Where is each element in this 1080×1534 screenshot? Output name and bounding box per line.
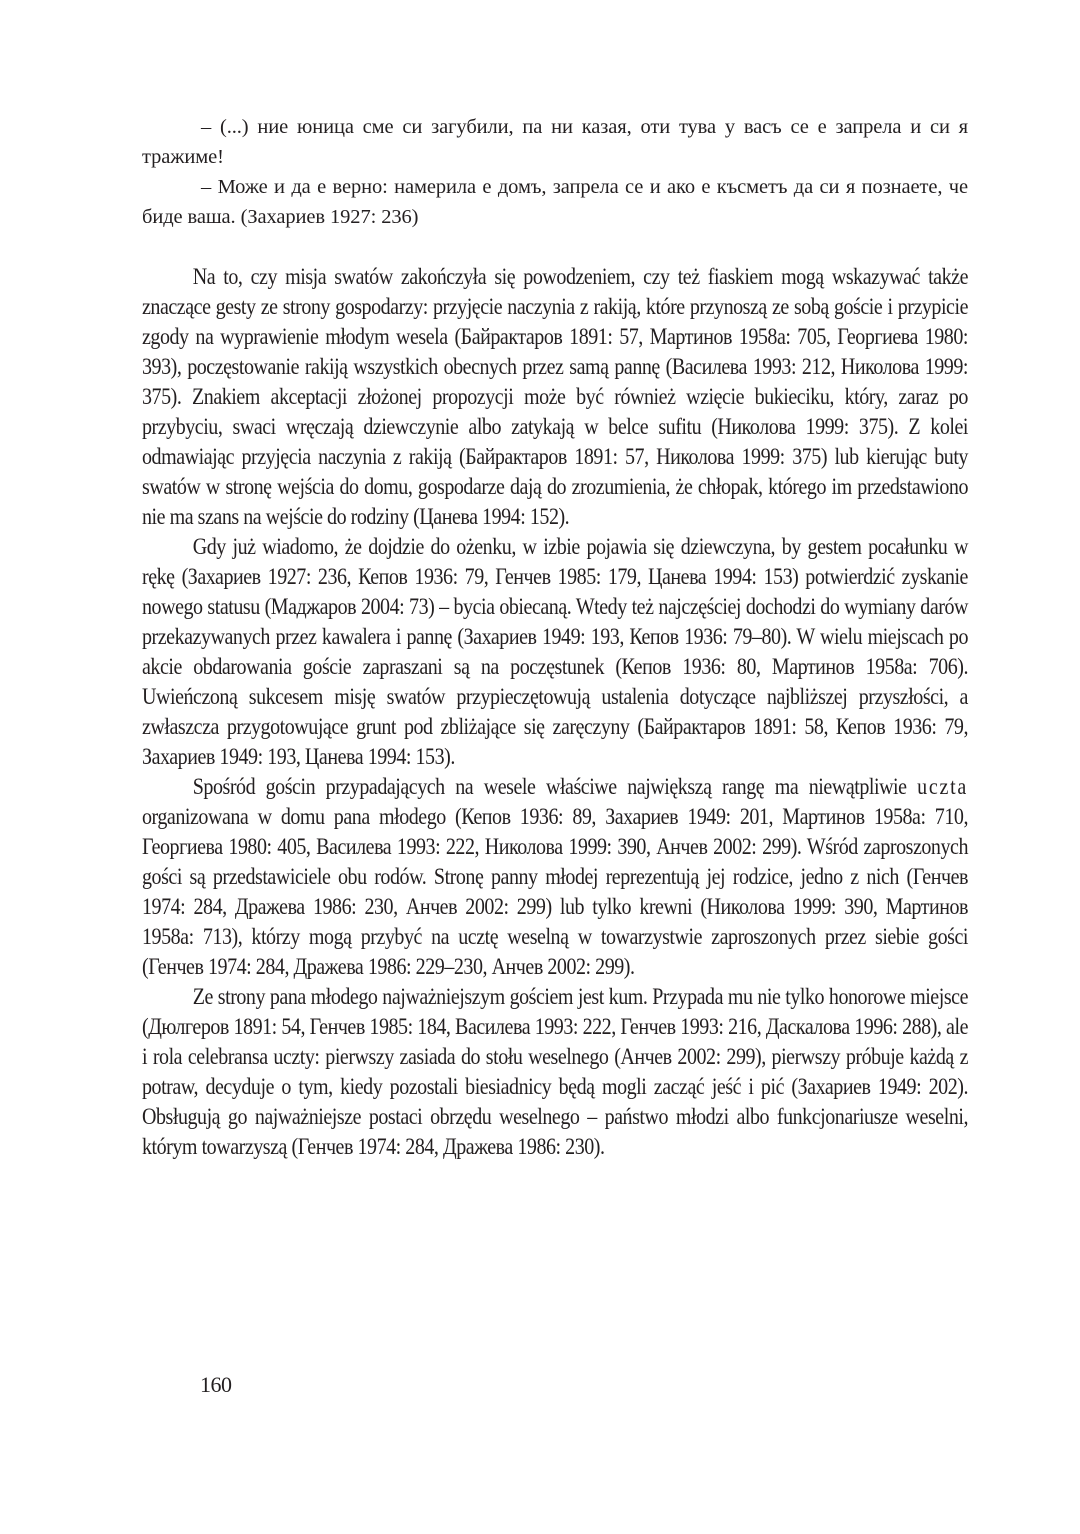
quote-line: – Може и да е верно: намерила е домъ, запрела се и ако е късметъ да си я познаете, че биде ваша. (Захариев 1927: 236): [142, 176, 968, 228]
page-body: [142, 112, 968, 1162]
paragraph: [142, 772, 968, 982]
dialogue-quote: [142, 112, 968, 232]
paragraph: Gdy już wiadomo, że dojdzie do ożenku, w izbie pojawia się dziewczyna, by gestem pocałunku w rękę (Захариев 1927: 236, Кепов 1936: 79, Генчев 1985: 179, Цанева 1994: 153) potwierdzić zyskanie nowego statusu (Маджаров 2004: 73) – bycia obiecaną. Wtedy też najczęściej dochodzi do wymiany darów przekazywanych przez kawalera i pannę (Захариев 1949: 193, Кепов 1936: 79–80). W wielu miejscach po akcie obdarowania goście zapraszani są na poczęstunek (Кепов 1936: 80, Мартинов 1958а: 706). Uwieńczoną sukcesem misję swatów przypieczętowują ustalenia dotyczące najbliższej przyszłości, a zwłaszcza przygotowujące grunt pod zbliżające się zaręczyny (Байрактаров 1891: 58, Кепов 1936: 79, Захариев 1949: 193, Цанева 1994: 153).: [142, 534, 968, 770]
paragraph-text: organizowana w domu pana młodego (Кепов 1936: 89, Захариев 1949: 201, Мартинов 1958а: 710, Георгиева 1980: 405, Василева 1993: 222, Николова 1999: 390, Анчев 2002: 299). Wśród zaproszonych gości są przedstawiciele obu rodów. Stronę panny młodej reprezentują jej rodzice, jedno z nich (Генчев 1974: 284, Дражева 1986: 230, Анчев 2002: 299) lub tylko krewni (Николова 1999: 390, Мартинов 1958а: 713), którzy mogą przybyć na ucztę weselną w towarzystwie zaproszonych przez siebie gości (Генчев 1974: 284, Дражева 1986: 229–230, Анчев 2002: 299).: [142, 804, 968, 980]
paragraph-text: Spośród gościn przypadających na wesele właściwe największą rangę ma niewątpliwie: [192, 774, 918, 800]
quote-line: – (...) ние юница сме си загубили, па ни казая, оти тува у васъ се е запрела и си я тражиме!: [142, 116, 968, 168]
page-number: 160: [200, 1372, 232, 1397]
paragraph: Ze strony pana młodego najważniejszym gościem jest kum. Przypada mu nie tylko honorowe miejsce (Дюлгеров 1891: 54, Генчев 1985: 184, Василева 1993: 222, Генчев 1993: 216, Даскалова 1996: 288), ale i rola celebransa uczty: pierwszy zasiada do stołu weselnego (Анчев 2002: 299), pierwszy próbuje każdą z potraw, decyduje o tym, kiedy pozostali biesiadnicy będą mogli zacząć jeść i pić (Захариев 1949: 202). Obsługują go najważniejsze postaci obrzędu weselnego – państwo młodzi albo funkcjonariusze weselni, którym towarzyszą (Генчев 1974: 284, Дражева 1986: 230).: [142, 984, 968, 1160]
paragraph: Na to, czy misja swatów zakończyła się powodzeniem, czy też fiaskiem mogą wskazywać także znaczące gesty ze strony gospodarzy: przyjęcie naczynia z rakiją, które przynoszą ze sobą goście i przypicie zgody na wyprawienie młodym wesela (Байрактаров 1891: 57, Мартинов 1958а: 705, Георгиева 1980: 393), poczęstowanie rakiją wszystkich obecnych przez samą pannę (Василева 1993: 212, Николова 1999: 375). Znakiem akceptacji złożonej propozycji może być również wzięcie bukieciku, który, zaraz po przybyciu, swaci wręczają dziewczynie albo zatykają w belce sufitu (Николова 1999: 375). Z kolei odmawiając przyjęcia naczynia z rakiją (Байрактаров 1891: 57, Николова 1999: 375) lub kierując buty swatów w stronę wejścia do domu, gospodarze dają do zrozumienia, że chłopak, którego im przedstawiono nie ma szans na wejście do rodziny (Цанева 1994: 152).: [142, 264, 968, 530]
emphasized-term: uczta: [917, 774, 968, 800]
